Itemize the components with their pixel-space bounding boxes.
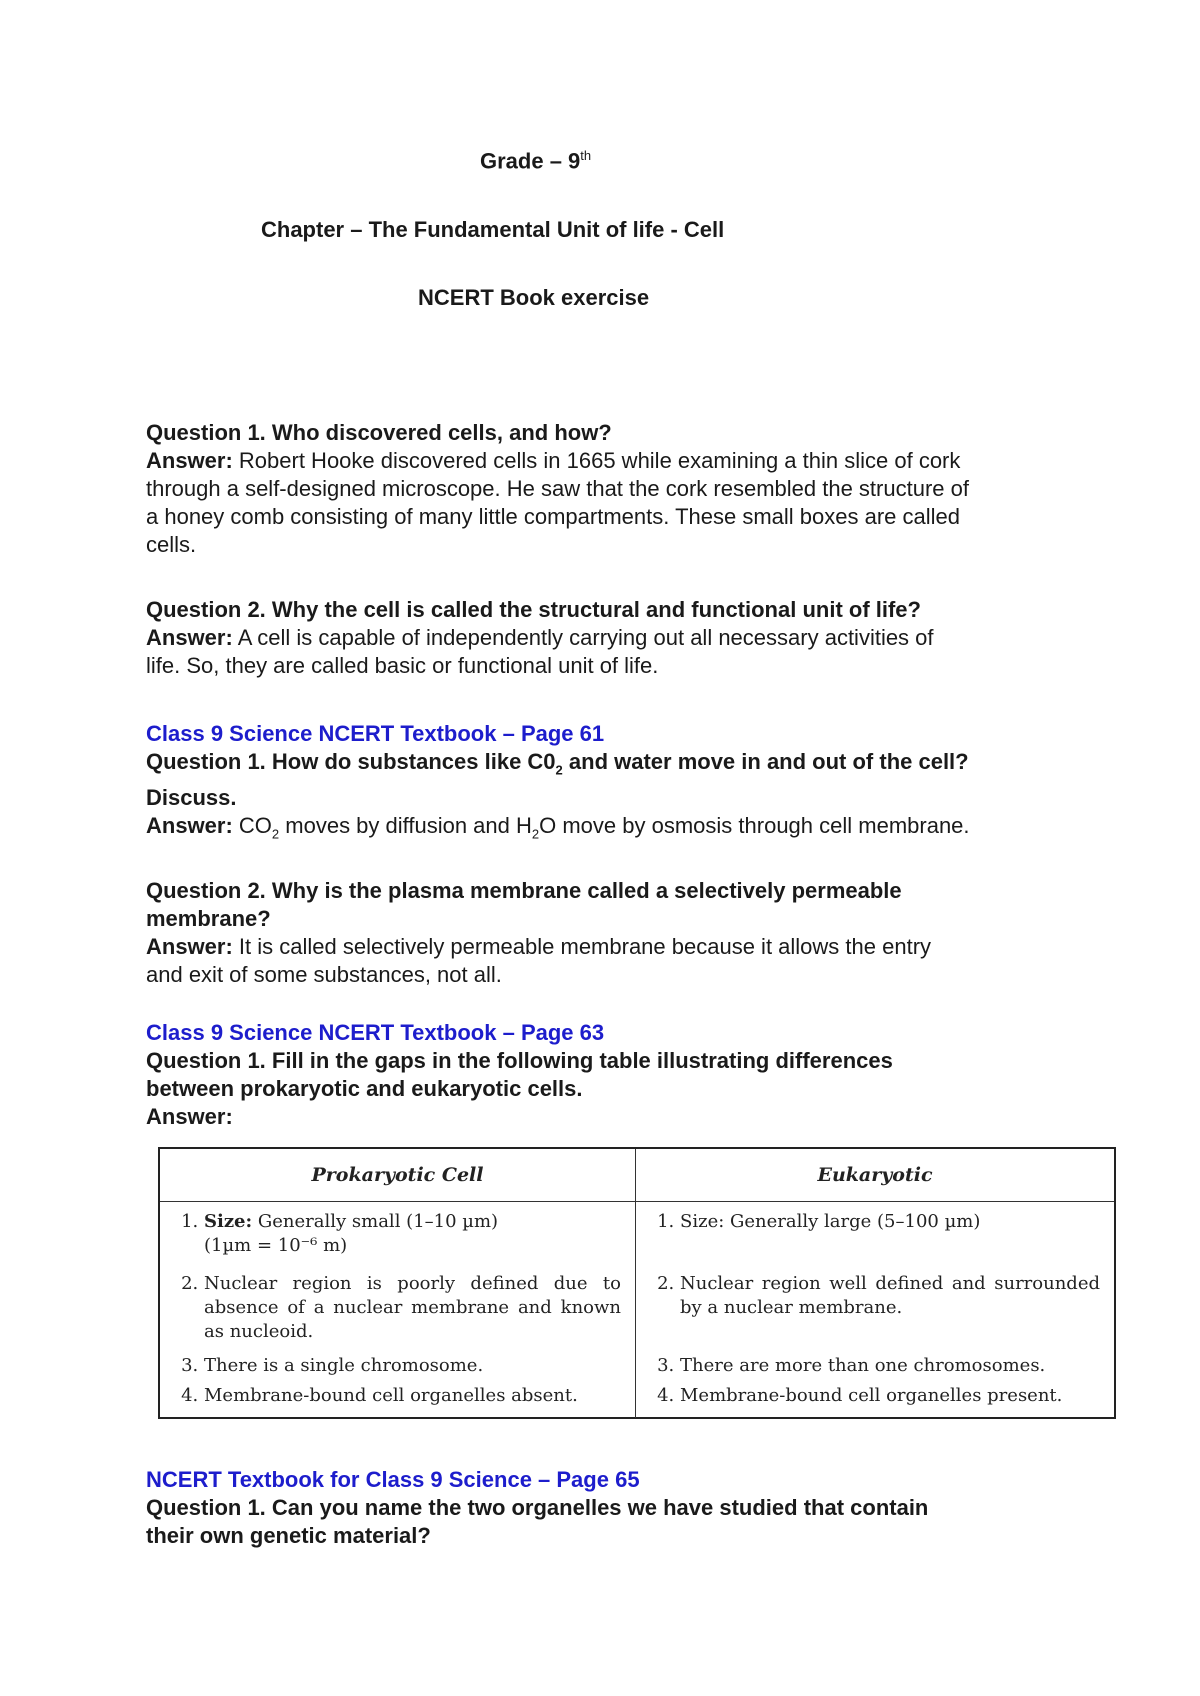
question-1: Question 1. Who discovered cells, and how? <box>146 420 612 445</box>
answer-label: Answer: <box>146 933 233 959</box>
answer-text: O move by osmosis through cell membrane. <box>539 813 970 839</box>
question-text: between prokaryotic and eukaryotic cells. <box>146 1076 583 1101</box>
comparison-table <box>158 1147 1116 1419</box>
cell-label: Size: <box>204 1211 253 1232</box>
section-title: Class 9 Science NCERT Textbook – Page 61 <box>146 721 605 746</box>
header-prokaryotic: Prokaryotic Cell <box>160 1149 636 1201</box>
question-text: Question 1. How do substances like C0 <box>146 749 556 774</box>
table-cell: 2. Nuclear region well defined and surrounded by a nuclear membrane. <box>680 1272 1100 1348</box>
table-body <box>160 1202 1114 1418</box>
question-61-2 <box>146 877 1076 933</box>
eukaryotic-column <box>636 1202 1114 1418</box>
prokaryotic-column <box>160 1202 636 1418</box>
section-title: Class 9 Science NCERT Textbook – Page 63 <box>146 1020 605 1045</box>
table-cell <box>204 1210 621 1266</box>
section-page-63 <box>146 1019 1076 1131</box>
subscript: 2 <box>555 762 563 778</box>
section-page-65 <box>146 1466 1076 1550</box>
table-cell: 4. Membrane-bound cell organelles absent. <box>204 1384 621 1408</box>
table-cell: 1. Size: Generally large (5–100 µm) <box>680 1210 1100 1266</box>
answer-label: Answer: <box>146 813 233 839</box>
question-2: Question 2. Why the cell is called the structural and functional unit of life? <box>146 597 921 622</box>
answer-label: Answer: <box>146 625 233 650</box>
answer-text: life. So, they are called basic or functional unit of life. <box>146 653 659 678</box>
question-61-1 <box>146 748 1076 812</box>
question-text: membrane? <box>146 905 271 931</box>
section-title: NCERT Textbook for Class 9 Science – Page 65 <box>146 1467 640 1492</box>
answer-text: a honey comb consisting of many little compartments. These small boxes are called <box>146 504 960 529</box>
answer-text: and exit of some substances, not all. <box>146 961 502 987</box>
grade-superscript: th <box>580 148 592 163</box>
question-65-1 <box>146 1494 1076 1550</box>
subscript: 2 <box>271 826 280 842</box>
exercise-heading: NCERT Book exercise <box>418 285 650 310</box>
qa-block-2 <box>146 596 1076 680</box>
table-header <box>160 1149 1114 1202</box>
answer-text: moves by diffusion and H <box>279 813 532 839</box>
answer-61-2 <box>146 933 1076 989</box>
question-text: their own genetic material? <box>146 1523 431 1548</box>
answer-text: through a self-designed microscope. He saw that the cork resembled the structure of <box>146 476 969 501</box>
question-text: and water move in and out of the cell? <box>562 749 969 774</box>
table-cell: 3. There is a single chromosome. <box>204 1354 621 1378</box>
answer-text: It is called selectively permeable membrane because it allows the entry <box>232 933 932 959</box>
answer-text: cells. <box>146 532 197 557</box>
answer-1 <box>146 447 1076 559</box>
answer-text: Robert Hooke discovered cells in 1665 while examining a thin slice of cork <box>232 448 961 473</box>
qa-block-1 <box>146 419 1076 559</box>
question-text: Question 1. Fill in the gaps in the following table illustrating differences <box>146 1048 893 1073</box>
answer-text: CO <box>232 813 272 839</box>
cell-text: (1µm = 10⁻⁶ m) <box>204 1235 348 1256</box>
chapter-heading: Chapter – The Fundamental Unit of life - Cell <box>261 217 725 242</box>
answer-label: Answer: <box>146 1104 233 1129</box>
table-cell: 3. There are more than one chromosomes. <box>680 1354 1100 1378</box>
question-text: Question 1. Can you name the two organelles we have studied that contain <box>146 1495 929 1520</box>
question-63-1 <box>146 1047 1076 1103</box>
grade-heading <box>480 148 591 174</box>
section-page-61 <box>146 720 1076 989</box>
cell-text: Generally small (1–10 µm) <box>252 1211 499 1232</box>
table-cell: 4. Membrane-bound cell organelles present. <box>680 1384 1100 1408</box>
answer-61-1 <box>146 812 1076 848</box>
answer-2 <box>146 624 1076 680</box>
question-text: Question 2. Why is the plasma membrane called a selectively permeable <box>146 877 902 903</box>
question-text: Discuss. <box>146 785 237 811</box>
table-cell: 2. Nuclear region is poorly defined due to absence of a nuclear membrane and known as nucleoid. <box>204 1272 621 1348</box>
subscript: 2 <box>531 826 540 842</box>
grade-text: Grade – 9 <box>480 148 581 174</box>
answer-text: A cell is capable of independently carrying out all necessary activities of <box>232 625 934 650</box>
header-eukaryotic: Eukaryotic <box>817 1164 933 1186</box>
answer-label: Answer: <box>146 448 233 473</box>
